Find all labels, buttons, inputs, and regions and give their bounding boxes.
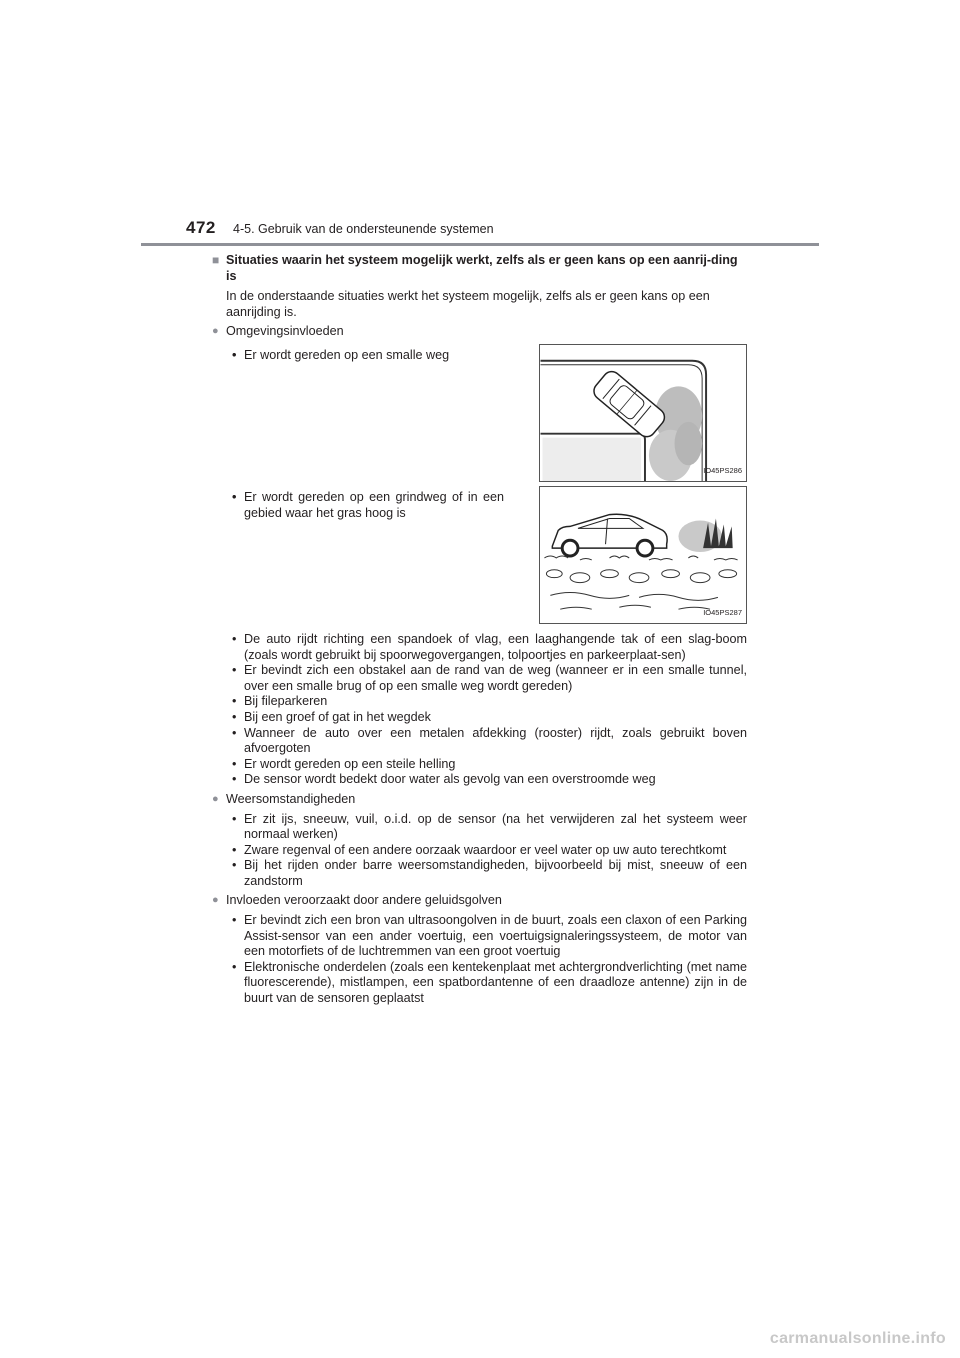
list-item: • Er bevindt zich een obstakel aan de rand van de weg (wanneer er in een smalle tunnel, over een smalle brug of op een smalle weg wordt gereden) [232,663,747,694]
figure-code: IO45PS286 [703,466,742,476]
subsection-heading-text: Situaties waarin het systeem mogelijk werkt, zelfs als er geen kans op een aanrij-ding is [226,253,738,283]
group-title-text: Omgevingsinvloeden [226,324,344,339]
group-sound-waves [212,893,747,1006]
subsection-heading [212,253,747,284]
section-title: 4-5. Gebruik van de ondersteunende systemen [233,222,494,236]
group-weather [212,792,747,890]
figure-list [232,348,747,624]
bullet-icon: • • [232,489,237,504]
bullet-list [232,632,747,788]
list-item: • Er wordt gereden op een steile helling [232,757,747,773]
list-item-text: Er wordt gereden op een grindweg of in een gebied waar het gras hoog is [244,489,504,520]
list-item [232,490,747,624]
list-item: • Zware regenval of een andere oorzaak waardoor er veel water op uw auto terechtkomt [232,843,747,859]
circle-bullet-icon: ● [212,792,219,805]
list-item: • Er bevindt zich een bron van ultrasoongolven in de buurt, zoals een claxon of een Parking Assist-sensor van een ander voertuig, een voertuigsignaleringssysteem, de motor van een motorfiets of de luchtremmen van een groot voertuig [232,913,747,960]
narrow-road-illustration-icon [539,344,747,482]
group-title [212,792,747,808]
gravel-road-illustration-icon [539,486,747,624]
list-item [232,348,747,482]
circle-bullet-icon: ● [212,325,219,338]
list-item: • Bij een groef of gat in het wegdek [232,710,747,726]
list-item-text: Er wordt gereden op een smalle weg [244,347,450,362]
group-title-text: Weersomstandigheden [226,791,356,806]
page-number: 472 [186,218,216,237]
square-bullet-icon: ■ [212,253,220,267]
figure-code: IO45PS287 [703,608,742,618]
list-item: • Bij het rijden onder barre weersomstandigheden, bijvoorbeeld bij mist, sneeuw of een zandstorm [232,858,747,889]
list-item: • Elektronische onderdelen (zoals een kentekenplaat met achtergrondverlichting (met name fluorescerende), mistlampen, een spatbordantenne of een draadloze antenne) zijn in de buurt van de sensoren geplaatst [232,960,747,1007]
group-title [212,324,747,340]
page-content [212,253,747,1007]
bullet-list [232,913,747,1007]
list-item: • De auto rijdt richting een spandoek of vlag, een laaghangende tak of een slag-boom (zoals wordt gebruikt bij spoorwegovergangen, tolpoortjes en parkeerplaat-sen) [232,632,747,663]
list-item: • De sensor wordt bedekt door water als gevolg van een overstroomde weg [232,772,747,788]
bullet-list [232,812,747,890]
list-item: • Bij fileparkeren [232,694,747,710]
intro-paragraph: In de onderstaande situaties werkt het systeem mogelijk, zelfs als er geen kans op een aanrijding is. [226,289,710,319]
watermark: carmanualsonline.info [769,1330,946,1347]
list-item: • Er zit ijs, sneeuw, vuil, o.i.d. op de sensor (na het verwijderen zal het systeem weer normaal werken) [232,812,747,843]
circle-bullet-icon: ● [212,894,219,907]
header-divider [141,243,819,246]
bullet-icon: • • [232,347,237,362]
group-title-text: Invloeden veroorzaakt door andere geluidsgolven [226,893,502,908]
group-title [212,893,747,909]
group-environment [212,324,747,788]
list-item: • Wanneer de auto over een metalen afdekking (rooster) rijdt, zoals gebruikt boven afvoergoten [232,726,747,757]
